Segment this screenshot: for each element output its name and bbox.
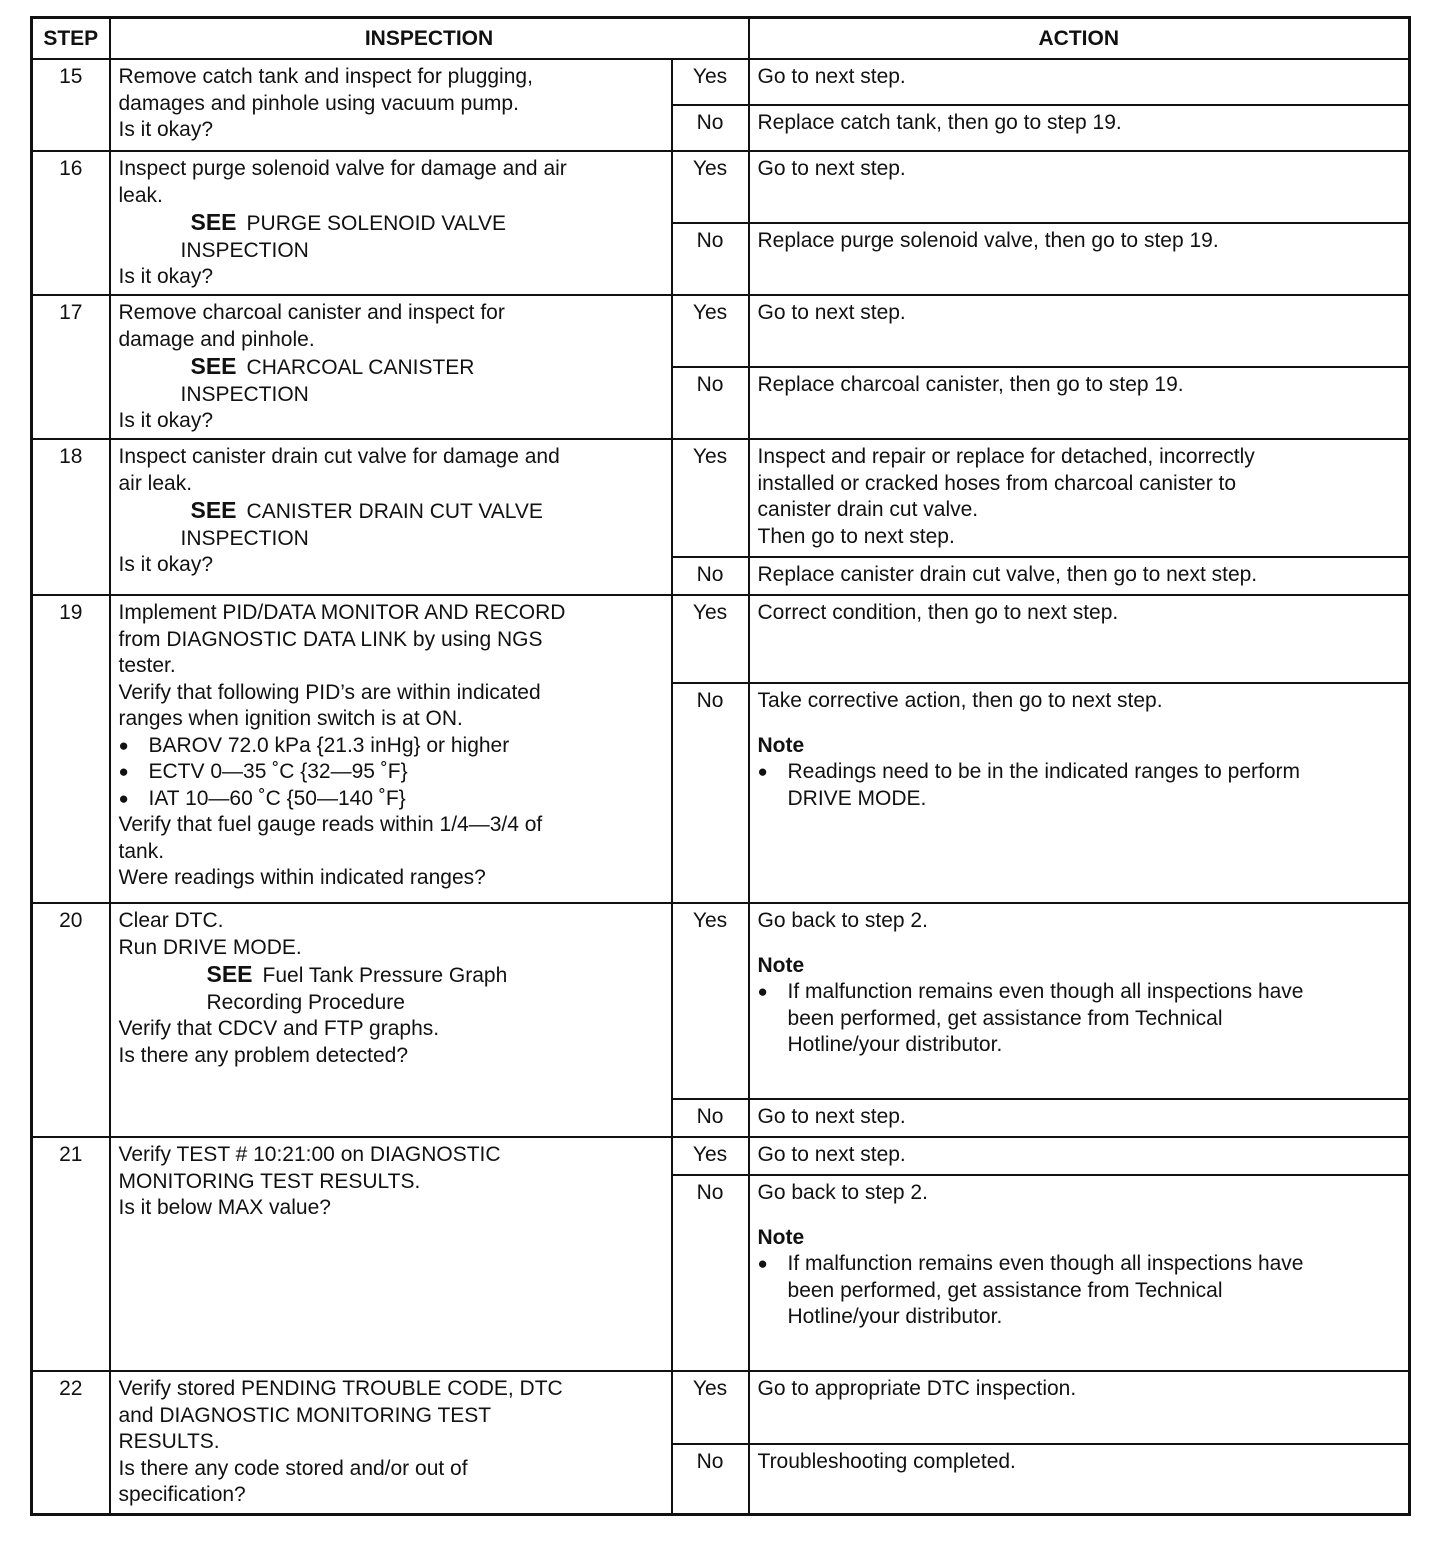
no-label: No [672,105,749,151]
see-label: SEE [206,961,253,987]
see-target-cont: Recording Procedure [206,990,405,1014]
inspection-line: from DIAGNOSTIC DATA LINK by using NGS [118,627,543,651]
action-line: Go back to step 2. [757,909,928,932]
yes-label: Yes [672,151,749,223]
inspection-line: leak. [118,183,163,207]
no-label: No [672,223,749,295]
see-reference [119,497,663,526]
inspection-cell [110,439,672,595]
pid-bullet: ● BAROV 72.0 kPa {21.3 inHg} or higher [119,733,663,760]
inspection-line: damages and pinhole using vacuum pump. [118,91,519,115]
step-number: 18 [32,439,110,595]
step-number: 20 [32,903,110,1137]
see-target: CHARCOAL CANISTER [246,356,475,379]
inspection-question: Is it okay? [118,553,214,576]
step-number: 15 [32,59,110,151]
see-reference [119,353,663,382]
inspection-line: Inspect canister drain cut valve for damage and [118,445,560,468]
see-target: PURGE SOLENOID VALVE [246,212,506,235]
inspection-line: Verify TEST # 10:21:00 on DIAGNOSTIC [118,1143,501,1166]
yes-label: Yes [672,1371,749,1444]
note-line: Hotline/your distributor. [787,1033,1003,1056]
note-line: DRIVE MODE. [787,786,927,810]
note-line: ● If malfunction remains even though all inspections have [787,980,1304,1003]
see-target: CANISTER DRAIN CUT VALVE [246,500,543,523]
no-action: Replace charcoal canister, then go to step 19. [749,367,1410,439]
header-inspection: INSPECTION [110,18,749,60]
step-15-yes-row [32,59,1410,105]
inspection-question: Is it okay? [118,409,214,432]
step-number: 17 [32,295,110,439]
action-line: Then go to next step. [757,524,955,548]
no-label: No [672,1444,749,1514]
step-number: 21 [32,1137,110,1371]
no-label: No [672,367,749,439]
inspection-line: Remove charcoal canister and inspect for [118,301,505,324]
yes-action: Go to next step. [749,59,1410,105]
see-target: Fuel Tank Pressure Graph [262,964,508,987]
no-action: Go to next step. [749,1099,1410,1137]
note-bullet [758,759,1401,812]
inspection-line: Verify that CDCV and FTP graphs. [118,1017,440,1040]
yes-label: Yes [672,595,749,683]
inspection-cell [110,595,672,903]
see-label: SEE [190,209,237,235]
yes-action: Go to next step. [749,1137,1410,1175]
no-action: Replace canister drain cut valve, then go to next step. [749,557,1410,595]
inspection-line: Run DRIVE MODE. [118,935,302,959]
inspection-question: Is there any problem detected? [118,1043,409,1067]
yes-label: Yes [672,295,749,367]
diagnostic-procedure-table [30,16,1411,1516]
note-heading: Note [757,953,805,977]
inspection-line: Remove catch tank and inspect for plugging, [118,65,533,88]
yes-action: Go to appropriate DTC inspection. [749,1371,1410,1444]
note-line: been performed, get assistance from Technical [787,1006,1223,1030]
see-reference [119,209,663,238]
note-bullet [758,979,1401,1059]
no-action [749,1175,1410,1371]
action-line: canister drain cut valve. [757,498,979,521]
no-action: Replace purge solenoid valve, then go to step 19. [749,223,1410,295]
yes-action [749,439,1410,557]
note-line: ● If malfunction remains even though all inspections have [787,1252,1304,1275]
inspection-question: specification? [118,1483,246,1506]
note-heading: Note [757,733,805,757]
yes-label: Yes [672,1137,749,1175]
inspection-cell [110,151,672,295]
inspection-cell [110,1371,672,1514]
note-line: been performed, get assistance from Technical [787,1278,1223,1302]
inspection-line: Implement PID/DATA MONITOR AND RECORD [118,601,566,624]
yes-label: Yes [672,59,749,105]
step-17-yes-row [32,295,1410,367]
inspection-line: RESULTS. [118,1430,220,1453]
header-action: ACTION [749,18,1410,60]
pid-bullet: ● IAT 10—60 ˚C {50—140 ˚F} [119,786,663,813]
inspection-line: and DIAGNOSTIC MONITORING TEST [118,1403,492,1427]
inspection-question: Is it okay? [118,265,214,288]
inspection-line: Inspect purge solenoid valve for damage and air [118,157,567,180]
step-20-yes-row [32,903,1410,1099]
inspection-line: Verify that fuel gauge reads within 1/4—3/4 of [118,813,543,836]
step-16-yes-row [32,151,1410,223]
note-line: ● Readings need to be in the indicated ranges to perform [787,760,1301,783]
action-line: Go back to step 2. [757,1181,928,1204]
step-number: 19 [32,595,110,903]
yes-action: Correct condition, then go to next step. [749,595,1410,683]
no-action [749,683,1410,903]
no-label: No [672,683,749,903]
yes-label: Yes [672,439,749,557]
step-number: 16 [32,151,110,295]
see-target-cont: INSPECTION [180,238,309,262]
see-label: SEE [190,497,237,523]
inspection-line: tester. [118,654,176,677]
inspection-line: Is it okay? [118,118,214,141]
inspection-line: Verify that following PID’s are within indicated [118,680,541,704]
no-label: No [672,1175,749,1371]
header-row [32,18,1410,60]
step-number: 22 [32,1371,110,1514]
yes-action: Go to next step. [749,295,1410,367]
action-line: Take corrective action, then go to next step. [757,689,1163,712]
action-line: installed or cracked hoses from charcoal canister to [757,471,1237,495]
step-19-yes-row [32,595,1410,683]
inspection-line: air leak. [118,471,193,495]
inspection-line: ranges when ignition switch is at ON. [118,707,463,730]
inspection-line: MONITORING TEST RESULTS. [118,1169,421,1193]
inspection-cell [110,1137,672,1371]
step-18-yes-row [32,439,1410,557]
inspection-line: tank. [118,839,165,863]
pid-bullet: ● ECTV 0—35 ˚C {32—95 ˚F} [119,759,663,786]
header-step: STEP [32,18,110,60]
see-target-cont: INSPECTION [180,526,309,550]
step-21-yes-row [32,1137,1410,1175]
inspection-cell [110,59,672,151]
action-line: Inspect and repair or replace for detached, incorrectly [757,445,1255,468]
inspection-line: damage and pinhole. [118,327,315,351]
step-22-yes-row [32,1371,1410,1444]
inspection-question: Is there any code stored and/or out of [118,1456,468,1480]
note-bullet [758,1251,1401,1331]
no-label: No [672,557,749,595]
inspection-cell [110,903,672,1137]
no-label: No [672,1099,749,1137]
note-heading: Note [757,1225,805,1249]
yes-label: Yes [672,903,749,1099]
see-label: SEE [190,353,237,379]
inspection-line: Verify stored PENDING TROUBLE CODE, DTC [118,1377,563,1400]
inspection-question: Were readings within indicated ranges? [118,866,486,889]
yes-action [749,903,1410,1099]
note-line: Hotline/your distributor. [787,1305,1003,1328]
inspection-cell [110,295,672,439]
see-target-cont: INSPECTION [180,382,309,406]
inspection-question: Is it below MAX value? [118,1196,331,1219]
no-action: Troubleshooting completed. [749,1444,1410,1514]
no-action: Replace catch tank, then go to step 19. [749,105,1410,151]
yes-action: Go to next step. [749,151,1410,223]
see-reference [119,961,663,990]
inspection-line: Clear DTC. [118,909,224,932]
